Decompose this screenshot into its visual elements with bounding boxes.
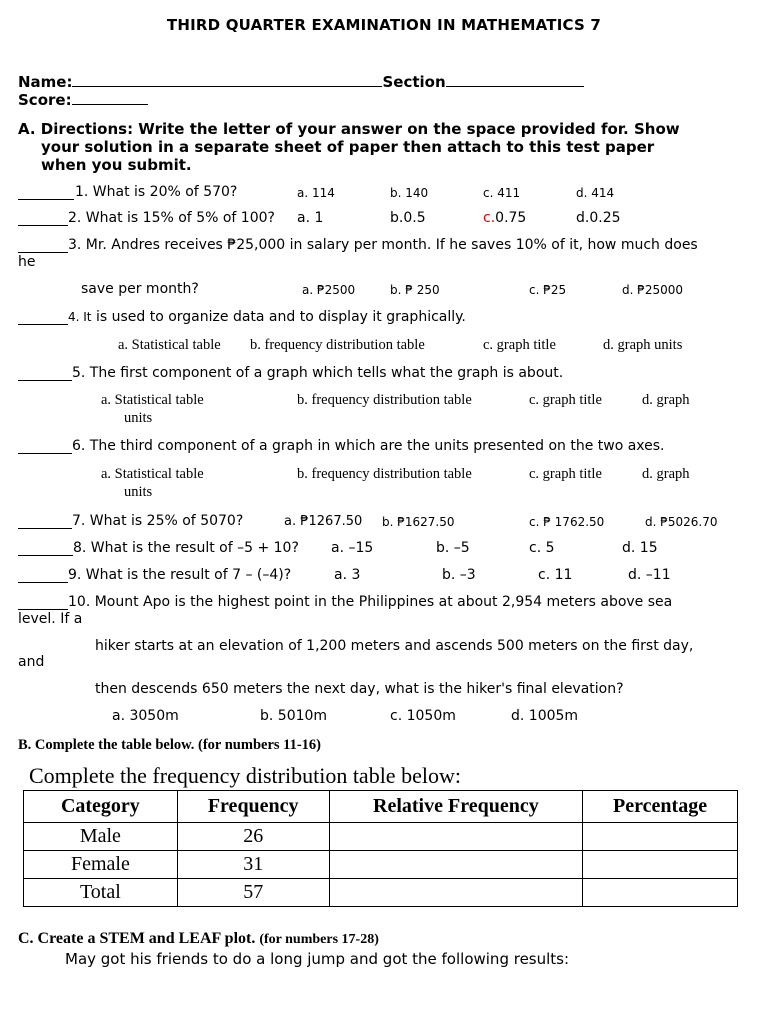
part-c-heading-main: C. Create a STEM and LEAF plot. bbox=[18, 930, 260, 947]
cell-relative-frequency[interactable] bbox=[329, 823, 583, 851]
question-2: 2. What is 15% of 5% of 100? bbox=[68, 210, 275, 226]
answer-blank-1[interactable] bbox=[18, 186, 74, 200]
question-3-line-2: he bbox=[18, 254, 36, 270]
q4-choice-d: d. graph units bbox=[603, 337, 683, 353]
cell-category: Male bbox=[24, 823, 178, 851]
q7-choice-a: a. ₱1267.50 bbox=[284, 514, 363, 529]
page-title: THIRD QUARTER EXAMINATION IN MATHEMATICS 7 bbox=[166, 16, 602, 34]
question-6: 6. The third component of a graph in which are the units presented on the two axes. bbox=[72, 438, 665, 454]
question-1: 1. What is 20% of 570? bbox=[75, 184, 238, 200]
table-row bbox=[24, 823, 738, 851]
name-label: Name: bbox=[18, 73, 73, 91]
cell-frequency: 31 bbox=[177, 851, 329, 879]
cell-frequency: 57 bbox=[177, 879, 329, 907]
cell-relative-frequency[interactable] bbox=[329, 879, 583, 907]
answer-blank-2[interactable] bbox=[18, 212, 68, 226]
q2-choice-c-value: 0.75 bbox=[495, 210, 527, 226]
question-9: 9. What is the result of 7 – (–4)? bbox=[68, 567, 292, 583]
col-header-frequency: Frequency bbox=[177, 791, 329, 823]
question-10-line-3: hiker starts at an elevation of 1,200 meters and ascends 500 meters on the first day, bbox=[95, 638, 694, 654]
q3-choice-d: d. ₱25000 bbox=[622, 283, 684, 297]
question-3-line-3: save per month? bbox=[81, 281, 199, 297]
cell-frequency: 26 bbox=[177, 823, 329, 851]
part-c-heading-note: (for numbers 17-28) bbox=[259, 932, 379, 947]
question-10-line-4: and bbox=[18, 654, 45, 670]
q5-choice-a: a. Statistical table bbox=[101, 392, 204, 408]
question-5: 5. The first component of a graph which tells what the graph is about. bbox=[72, 365, 564, 381]
q1-choice-b: b. 140 bbox=[390, 186, 429, 200]
part-c-text: May got his friends to do a long jump and got the following results: bbox=[65, 950, 570, 968]
question-4 bbox=[68, 309, 466, 325]
question-7: 7. What is 25% of 5070? bbox=[72, 513, 244, 529]
answer-blank-8[interactable] bbox=[18, 542, 73, 556]
score-blank[interactable] bbox=[72, 91, 148, 105]
question-4-prefix: 4. It bbox=[68, 310, 92, 324]
question-10-line-1: 10. Mount Apo is the highest point in the Philippines at about 2,954 meters above sea bbox=[68, 594, 673, 610]
directions-line-3: when you submit. bbox=[41, 156, 192, 174]
score-row bbox=[18, 91, 148, 109]
q9-choice-c: c. 11 bbox=[538, 567, 573, 583]
cell-relative-frequency[interactable] bbox=[329, 851, 583, 879]
question-8: 8. What is the result of –5 + 10? bbox=[73, 540, 299, 556]
q3-choice-a: a. ₱2500 bbox=[302, 283, 356, 297]
col-header-relative-frequency: Relative Frequency bbox=[329, 791, 583, 823]
table-caption: Complete the frequency distribution table below: bbox=[29, 763, 461, 788]
q1-choice-d: d. 414 bbox=[576, 186, 615, 200]
frequency-table bbox=[23, 790, 738, 907]
col-header-percentage: Percentage bbox=[583, 791, 738, 823]
q5-choice-a-cont: units bbox=[124, 410, 153, 426]
q2-choice-c bbox=[483, 210, 526, 226]
q7-choice-b: b. ₱1627.50 bbox=[382, 515, 455, 529]
q3-choice-c: c. ₱25 bbox=[529, 283, 567, 297]
answer-blank-10[interactable] bbox=[18, 596, 68, 610]
q6-choice-a: a. Statistical table bbox=[101, 466, 204, 482]
cell-category: Total bbox=[24, 879, 178, 907]
table-row bbox=[24, 879, 738, 907]
name-blank[interactable] bbox=[72, 73, 382, 87]
q6-choice-a-cont: units bbox=[124, 484, 153, 500]
answer-blank-3[interactable] bbox=[18, 239, 68, 253]
q2-choice-b: b.0.5 bbox=[390, 210, 426, 226]
q9-choice-b: b. –3 bbox=[442, 567, 476, 583]
q5-choice-d: d. graph bbox=[642, 392, 690, 408]
score-label: Score: bbox=[18, 91, 72, 109]
directions-line-1: A. Directions: Write the letter of your answer on the space provided for. Show bbox=[18, 120, 680, 138]
col-header-category: Category bbox=[24, 791, 178, 823]
q3-choice-b: b. ₱ 250 bbox=[390, 283, 440, 297]
q6-choice-d: d. graph bbox=[642, 466, 690, 482]
cell-category: Female bbox=[24, 851, 178, 879]
section-blank[interactable] bbox=[446, 73, 584, 87]
q5-choice-b: b. frequency distribution table bbox=[297, 392, 472, 408]
q8-choice-d: d. 15 bbox=[622, 540, 658, 556]
cell-percentage[interactable] bbox=[583, 879, 738, 907]
q10-choice-c: c. 1050m bbox=[390, 708, 456, 724]
answer-blank-9[interactable] bbox=[18, 569, 68, 583]
answer-blank-6[interactable] bbox=[18, 440, 72, 454]
q8-choice-b: b. –5 bbox=[436, 540, 470, 556]
answer-blank-5[interactable] bbox=[18, 367, 72, 381]
name-row bbox=[18, 73, 584, 91]
q2-choice-d: d.0.25 bbox=[576, 210, 621, 226]
q10-choice-d: d. 1005m bbox=[511, 708, 579, 724]
q6-choice-c: c. graph title bbox=[529, 466, 602, 482]
q6-choice-b: b. frequency distribution table bbox=[297, 466, 472, 482]
answer-blank-4[interactable] bbox=[18, 311, 68, 325]
q5-choice-c: c. graph title bbox=[529, 392, 602, 408]
part-c-heading bbox=[18, 930, 379, 948]
q8-choice-a: a. –15 bbox=[331, 540, 374, 556]
q10-choice-b: b. 5010m bbox=[260, 708, 328, 724]
question-10-line-5: then descends 650 meters the next day, what is the hiker's final elevation? bbox=[95, 681, 624, 697]
q2-choice-c-letter: c. bbox=[483, 210, 496, 226]
table-header-row bbox=[24, 791, 738, 823]
q7-choice-d: d. ₱5026.70 bbox=[645, 515, 718, 529]
q2-choice-a: a. 1 bbox=[297, 210, 324, 226]
directions-line-2: your solution in a separate sheet of paper then attach to this test paper bbox=[41, 138, 655, 156]
q10-choice-a: a. 3050m bbox=[112, 708, 179, 724]
q7-choice-c: c. ₱ 1762.50 bbox=[529, 515, 605, 529]
q1-choice-c: c. 411 bbox=[483, 186, 521, 200]
cell-percentage[interactable] bbox=[583, 823, 738, 851]
question-4-text: is used to organize data and to display it graphically. bbox=[91, 309, 466, 325]
q1-choice-a: a. 114 bbox=[297, 186, 335, 200]
part-b-heading: B. Complete the table below. (for numbers 11-16) bbox=[18, 737, 321, 753]
answer-blank-7[interactable] bbox=[18, 515, 72, 529]
question-10-line-2: level. If a bbox=[18, 611, 83, 627]
q4-choice-a: a. Statistical table bbox=[118, 337, 221, 353]
q9-choice-d: d. –11 bbox=[628, 567, 671, 583]
q8-choice-c: c. 5 bbox=[529, 540, 555, 556]
q4-choice-c: c. graph title bbox=[483, 337, 556, 353]
question-3-line-1: 3. Mr. Andres receives ₱25,000 in salary per month. If he saves 10% of it, how much does bbox=[68, 237, 698, 253]
cell-percentage[interactable] bbox=[583, 851, 738, 879]
section-label: Section bbox=[382, 73, 446, 91]
table-row bbox=[24, 851, 738, 879]
q4-choice-b: b. frequency distribution table bbox=[250, 337, 425, 353]
q9-choice-a: a. 3 bbox=[334, 567, 361, 583]
